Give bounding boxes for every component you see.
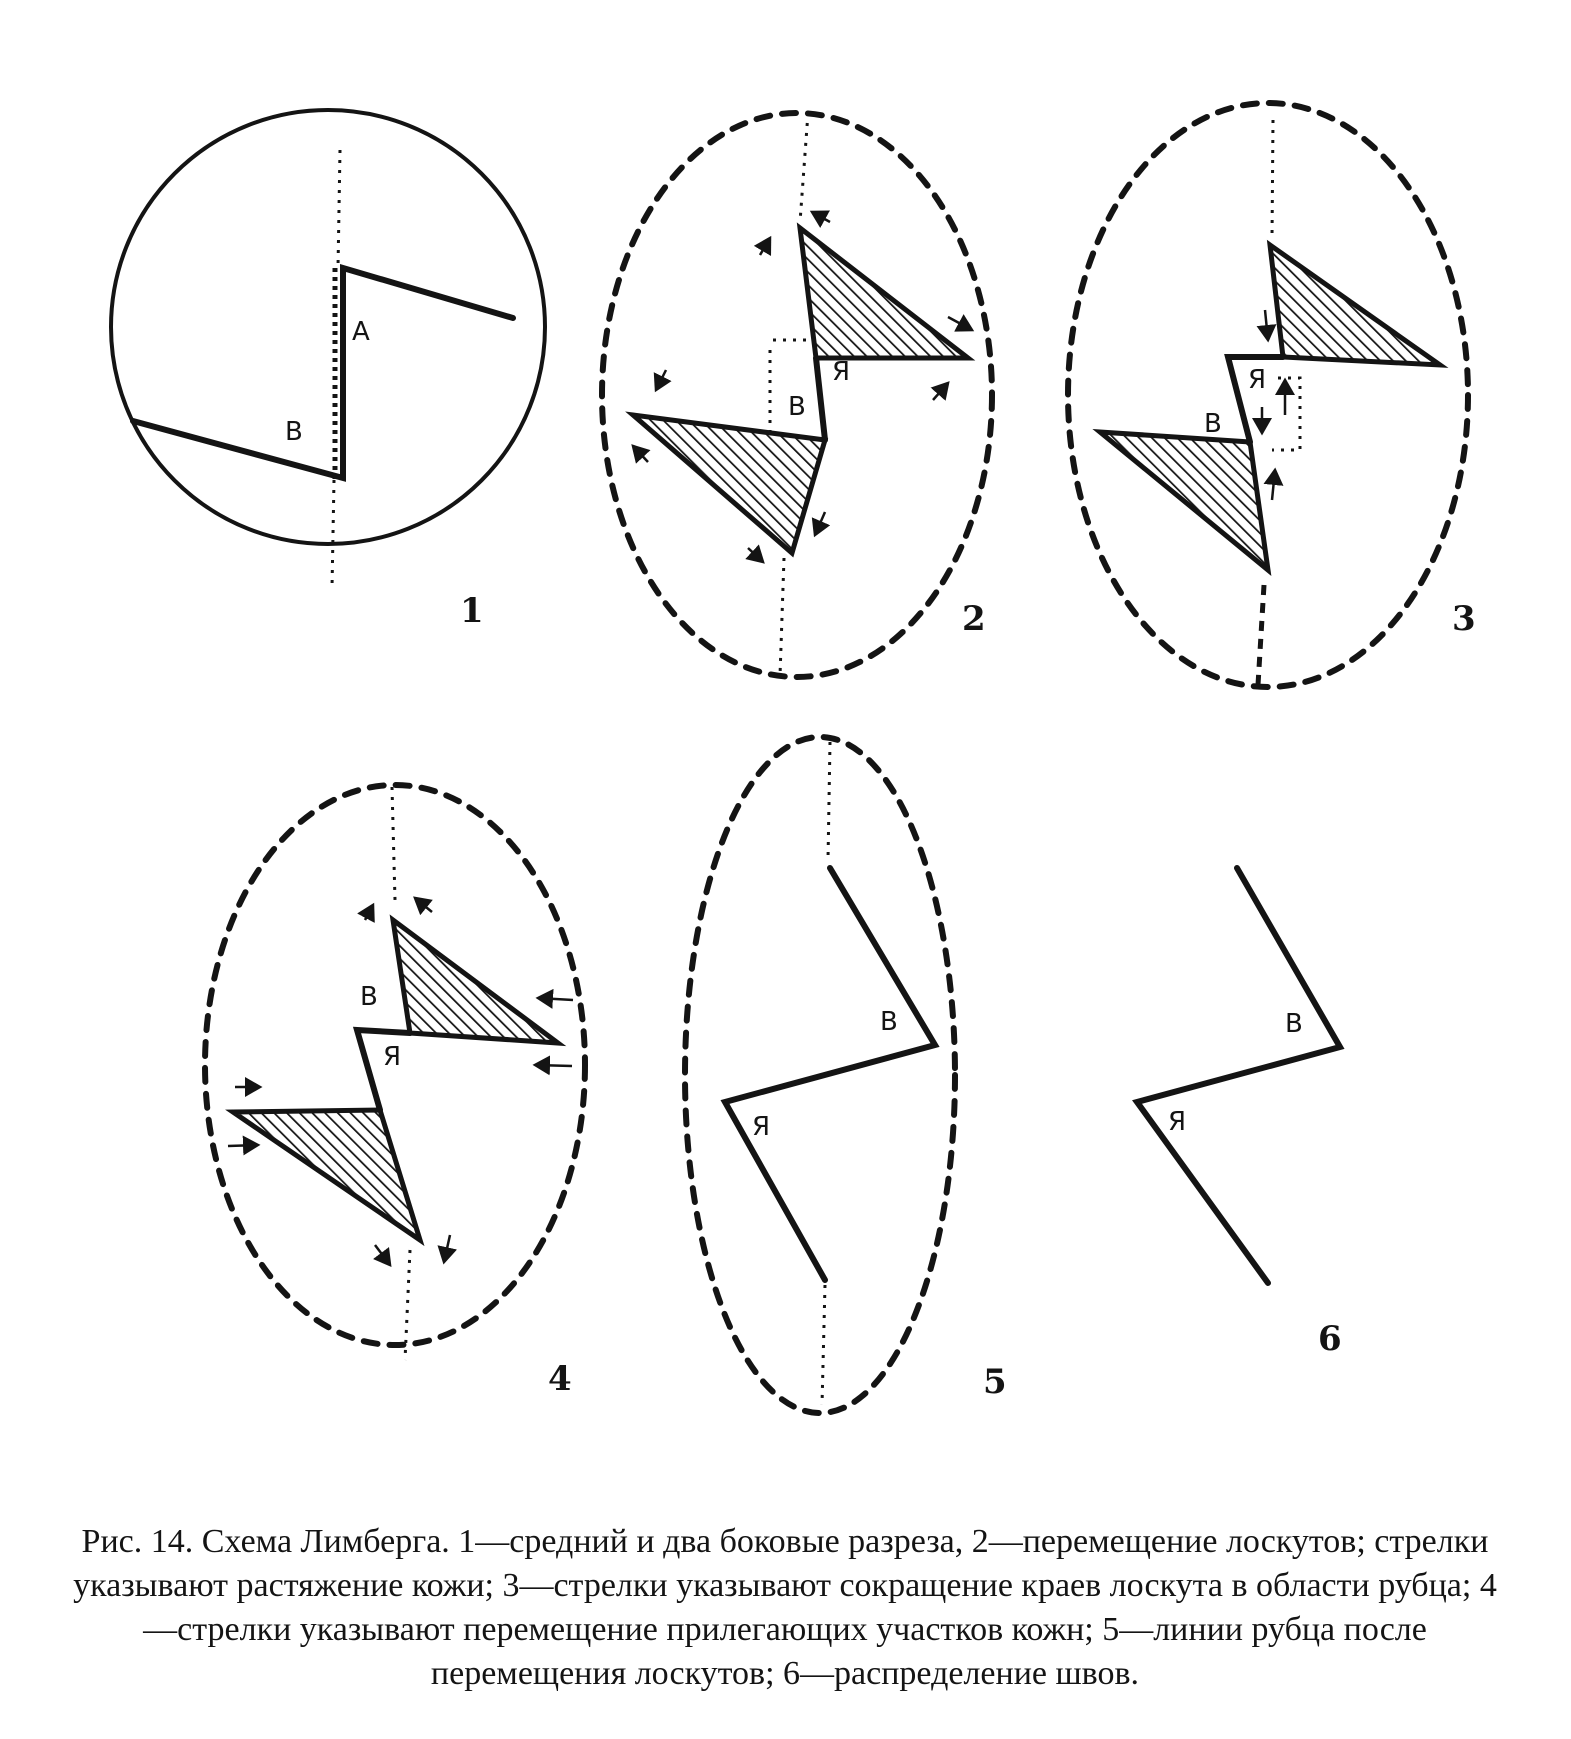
panel-2-number: 2: [962, 599, 986, 639]
figure-caption: Рис. 14. Схема Лимберга. 1—средний и два боковые разреза, 2—перемещение лоскутов; стрелки указывают растяжение кожи; 3—стрелки указывают сокращение краев лоскута в области рубца; 4—стрелки указывают перемещение прилегающих участков кожн; 5—линии рубца после перемещения лоскутов; 6—распределение швов.: [73, 1523, 1497, 1692]
panel-2-label-ya: Я: [832, 357, 851, 387]
panel-1-skin-circle: [111, 110, 545, 544]
panel-2: [602, 113, 992, 677]
panel-6-label-b: B: [1285, 1009, 1303, 1039]
panel-4-arrow-1: [365, 905, 373, 920]
panel-5-scar-line: [725, 868, 935, 1280]
panel-1-label-a: A: [352, 317, 370, 347]
panel-3-outline: [1068, 103, 1468, 687]
panel-6-suture-line: [1137, 868, 1340, 1283]
panel-3-arrow-4: [1272, 470, 1275, 500]
panel-4-arrow-6: [228, 1145, 258, 1146]
panel-2-label-b: B: [788, 392, 806, 422]
panel-2-arrow-6: [633, 446, 648, 462]
panel-3-midline: [1272, 120, 1273, 238]
panel-2-arrow-3: [948, 317, 972, 330]
panel-4-arrow-3: [538, 998, 573, 1000]
panel-3-lower-flap: [1100, 432, 1268, 570]
panel-2-upper-flap: [800, 228, 968, 358]
panel-2-lower-flap: [633, 415, 825, 553]
panel-6-label-ya: Я: [1168, 1107, 1187, 1137]
panel-5-label-ya: Я: [752, 1112, 771, 1142]
panel-3-label-b: B: [1204, 409, 1222, 439]
panel-3: [1068, 103, 1476, 687]
panel-1: [111, 110, 545, 631]
panel-4: [205, 785, 585, 1399]
panel-1-incision: [133, 268, 513, 478]
panel-2-arrow-1: [760, 238, 770, 255]
panel-4-arrow-7: [375, 1245, 390, 1265]
panel-4-midline: [392, 787, 410, 1360]
panel-1-number: 1: [460, 591, 484, 631]
panel-5-label-b: B: [880, 1007, 898, 1037]
panel-4-number: 4: [548, 1359, 572, 1399]
panel-3-label-ya: Я: [1248, 365, 1267, 395]
panel-1-label-b: B: [285, 417, 303, 447]
panel-4-label-b: B: [360, 982, 378, 1012]
panel-3-lower-cut: [1258, 585, 1264, 685]
panel-2-center-seam: [816, 358, 825, 440]
panel-5-number: 5: [983, 1362, 1007, 1402]
panel-5: [685, 737, 1007, 1413]
panel-4-label-ya: Я: [383, 1042, 402, 1072]
panel-4-lower-flap: [233, 1110, 420, 1240]
panel-6-number: 6: [1318, 1319, 1342, 1359]
panel-3-arrow-1: [1265, 310, 1268, 340]
panel-3-upper-flap: [1270, 245, 1440, 365]
panel-2-arrow-4: [933, 383, 948, 400]
panel-2-arrow-5: [656, 370, 666, 390]
panel-2-arrow-2: [812, 212, 830, 222]
panel-2-arrow-8: [815, 512, 825, 535]
panel-3-number: 3: [1452, 599, 1476, 639]
panel-4-arrow-2: [415, 898, 432, 912]
panel-4-arrow-4: [535, 1065, 572, 1066]
panel-4-upper-flap: [393, 920, 558, 1043]
panel-4-arrow-8: [444, 1235, 450, 1262]
panel-6: [1137, 868, 1342, 1359]
panel-2-arrow-7: [748, 548, 763, 562]
